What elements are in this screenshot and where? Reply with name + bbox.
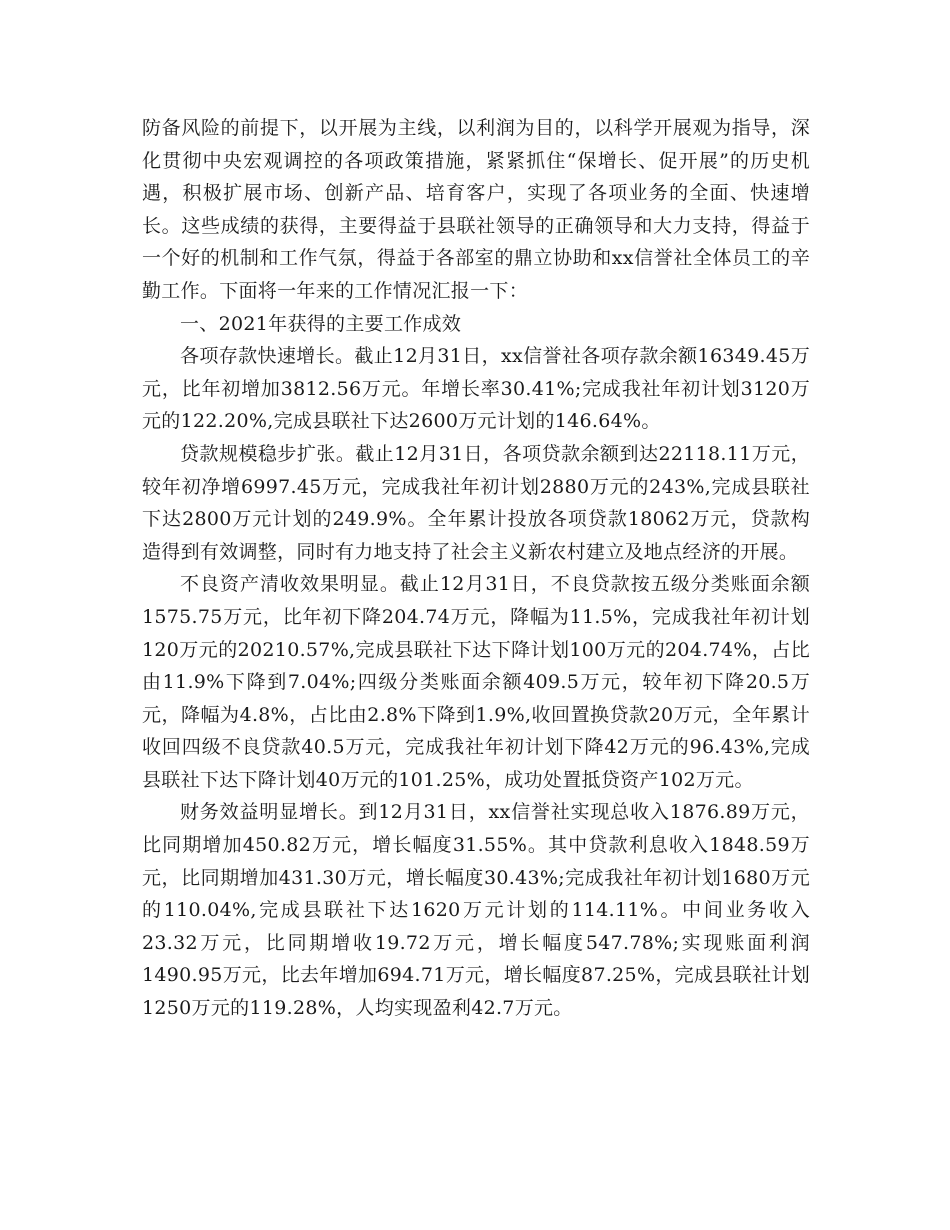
paragraph-financial-results: 财务效益明显增长。到12月31日，xx信誉社实现总收入1876.89万元，比同期增加450.82万元，增长幅度31.55%。其中贷款利息收入1848.59万元，比同期增加431.30万元，增长幅度30.43%;完成我社年初计划1680万元的110.04%,完成县联社下达1620万元计划的114.11%。中间业务收入23.32万元，比同期增收19.72万元，增长幅度547.78%;实现账面利润1490.95万元，比去年增加694.71万元，增长幅度87.25%，完成县联社计划1250万元的119.28%，人均实现盈利42.7万元。 xyxy=(142,801,810,1020)
section-heading-achievements: 一、2021年获得的主要工作成效 xyxy=(180,312,462,335)
paragraph-loans: 贷款规模稳步扩张。截止12月31日，各项贷款余额到达22118.11万元，较年初净增6997.45万元，完成我社年初计划2880万元的243%,完成县联社下达2800万元计划的249.9%。全年累计投放各项贷款18062万元，贷款构造得到有效调整，同时有力地支持了社会主义新农村建立及地点经济的开展。 xyxy=(142,442,810,563)
document-body xyxy=(142,112,810,1025)
paragraph-deposits: 各项存款快速增长。截止12月31日，xx信誉社各项存款余额16349.45万元，比年初增加3812.56万元。年增长率30.41%;完成我社年初计划3120万元的122.20%,完成县联社下达2600万元计划的146.64%。 xyxy=(142,345,810,433)
paragraph-nonperforming-assets: 不良资产清收效果明显。截止12月31日，不良贷款按五级分类账面余额1575.75万元，比年初下降204.74万元，降幅为11.5%，完成我社年初计划120万元的20210.57%,完成县联社下达下降计划100万元的204.74%，占比由11.9%下降到7.04%;四级分类账面余额409.5万元，较年初下降20.5万元，降幅为4.8%，占比由2.8%下降到1.9%,收回置换贷款20万元，全年累计收回四级不良贷款40.5万元，完成我社年初计划下降42万元的96.43%,完成县联社下达下降计划40万元的101.25%，成功处置抵贷资产102万元。 xyxy=(142,573,810,791)
paragraph-intro-continuation: 防备风险的前提下，以开展为主线，以利润为目的，以科学开展观为指导，深化贯彻中央宏观调控的各项政策措施，紧紧抓住“保增长、促开展”的历史机遇，积极扩展市场、创新产品、培育客户，实现了各项业务的全面、快速增长。这些成绩的获得，主要得益于县联社领导的正确领导和大力支持，得益于一个好的机制和工作气氛，得益于各部室的鼎立协助和xx信誉社全体员工的辛勤工作。下面将一年来的工作情况汇报一下： xyxy=(142,117,810,302)
